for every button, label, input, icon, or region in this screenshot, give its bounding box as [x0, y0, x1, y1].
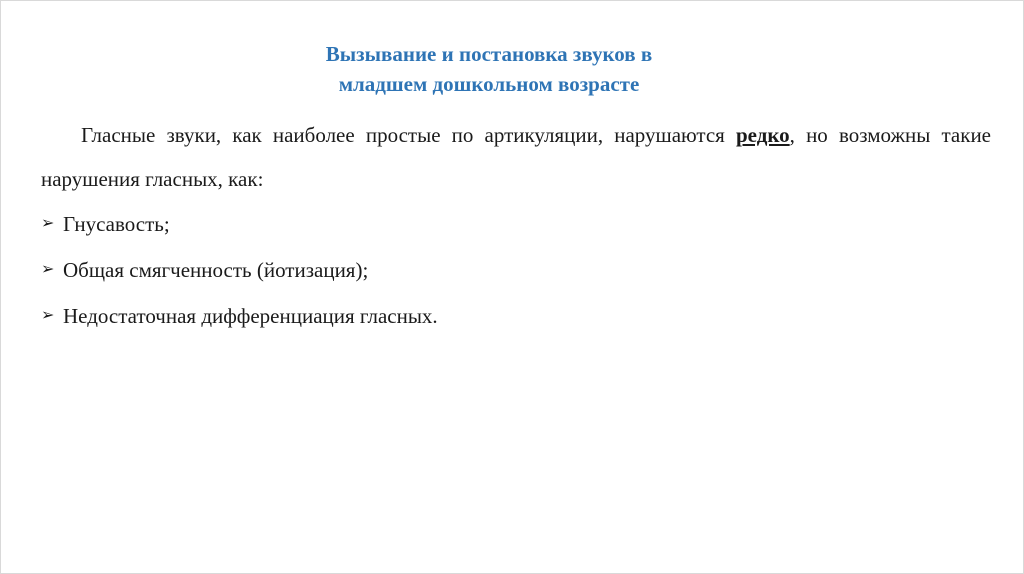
- bullet-text: Недостаточная дифференциация гласных.: [63, 303, 438, 328]
- emphasis-word: редко: [736, 123, 790, 147]
- bullet-item: [41, 201, 991, 247]
- bullet-text: Гнусавость;: [63, 211, 170, 236]
- bullet-list: [41, 201, 991, 339]
- slide-title-line-1: Вызывание и постановка звуков в: [325, 42, 653, 66]
- arrow-right-icon: ➢: [41, 261, 55, 278]
- bullet-item: [41, 293, 991, 339]
- bullet-item: [41, 247, 991, 293]
- arrow-right-icon: ➢: [41, 307, 55, 324]
- intro-text-start: Гласные звуки, как наиболее простые по артикуляции, нарушаются: [81, 123, 736, 147]
- arrow-right-icon: ➢: [41, 215, 55, 232]
- intro-paragraph: [41, 113, 991, 201]
- slide-body: [41, 113, 991, 339]
- bullet-text: Общая смягченность (йотизация);: [63, 257, 369, 282]
- intro-text-end: , но возможны такие нарушения гласных, как:: [41, 123, 991, 191]
- slide-title-line-2: младшем дошкольном возрасте: [338, 72, 640, 96]
- slide-title: [1, 39, 977, 99]
